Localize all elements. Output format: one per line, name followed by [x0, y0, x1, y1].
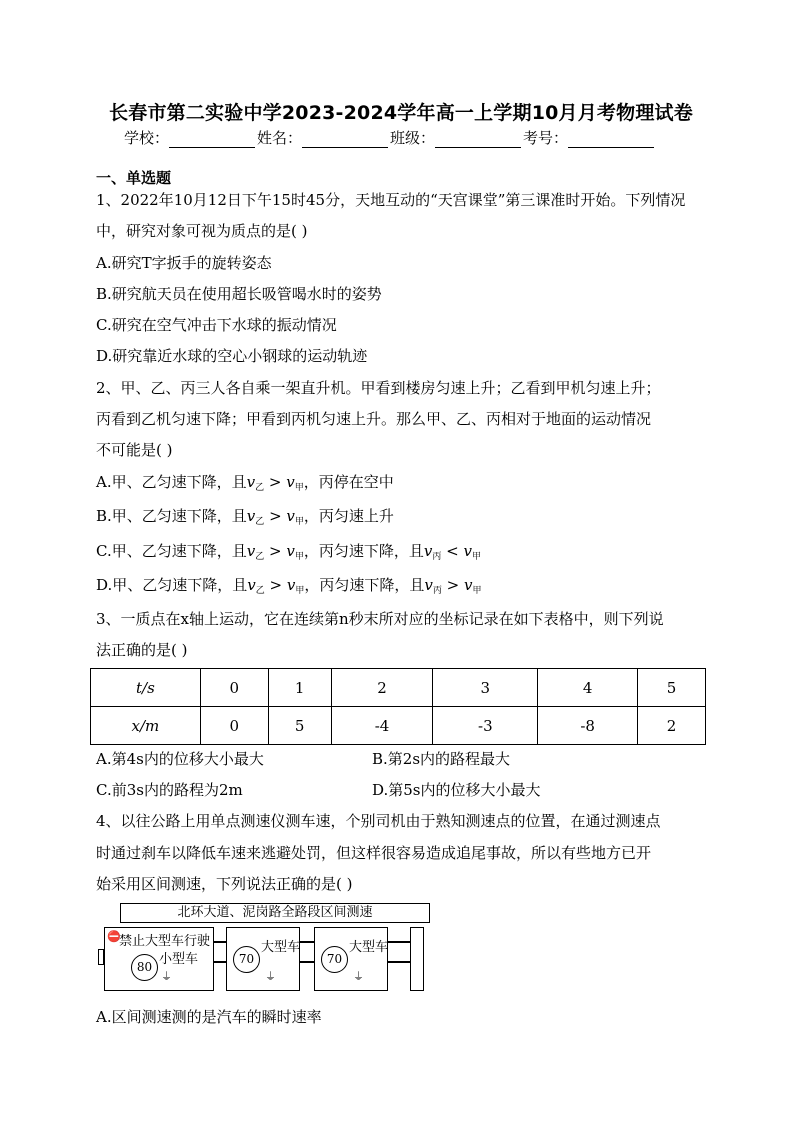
table-row: [91, 707, 706, 745]
number-blank[interactable]: [568, 132, 654, 148]
sign-rail: [300, 961, 314, 963]
table-cell: 2: [331, 669, 433, 707]
v-symbol: v: [464, 576, 473, 594]
school-label: 学校：: [124, 129, 170, 147]
lt-sign: <: [441, 542, 464, 560]
table-cell: 3: [433, 669, 538, 707]
table-cell: 5: [638, 669, 706, 707]
student-info-line: [124, 127, 684, 148]
table-cell: 4: [538, 669, 638, 707]
name-label: 姓名：: [257, 129, 303, 147]
class-blank[interactable]: [435, 132, 521, 148]
q4-stem-line1: 4、以往公路上用单点测速仪测车速，个别司机由于熟知测速点的位置，在通过测速点: [96, 812, 661, 830]
class-label: 班级：: [390, 129, 436, 147]
q2-option-c[interactable]: [96, 540, 481, 562]
q2-c-text2: ，丙匀速下降，且: [303, 542, 424, 560]
gt-sign: >: [264, 507, 287, 525]
table-cell: -8: [538, 707, 638, 745]
q3-option-c[interactable]: C.前3s内的路程为2m: [96, 781, 243, 799]
camera-icon: ⏚: [265, 970, 276, 983]
sub-yi: 乙: [255, 586, 265, 596]
table-cell: 0: [200, 669, 268, 707]
sub-yi: 乙: [255, 483, 265, 493]
sign-rail: [214, 941, 226, 943]
sub-jia: 甲: [294, 483, 304, 493]
q1-option-c[interactable]: C.研究在空气冲击下水球的振动情况: [96, 316, 337, 334]
q2-b-text2: ，丙匀速上升: [303, 507, 394, 525]
q1-option-b[interactable]: B.研究航天员在使用超长吸管喝水时的姿势: [96, 285, 382, 303]
q1-stem-line1: 1、2022年10月12日下午15时45分，天地互动的“天宫课堂”第三课准时开始。下列情况: [96, 191, 686, 209]
sub-jia: 甲: [294, 517, 304, 527]
sub-yi: 乙: [255, 517, 265, 527]
q3-option-d[interactable]: D.第5s内的位移大小最大: [372, 781, 541, 799]
sign-box-3: [314, 927, 388, 991]
q3-stem-line2: 法正确的是( ): [96, 641, 188, 659]
q2-stem-line1: 2、甲、乙、丙三人各自乘一架直升机。甲看到楼房匀速上升；乙看到甲机匀速上升；: [96, 379, 661, 397]
q2-b-text1: B.甲、乙匀速下降，且: [96, 507, 247, 525]
box1-top-label: 禁止大型车行驶: [119, 934, 211, 949]
sign-box-2: [226, 927, 300, 991]
table-cell: 2: [638, 707, 706, 745]
sub-bing: 丙: [432, 586, 442, 596]
sign-rail: [300, 941, 314, 943]
q1-option-a[interactable]: A.研究T字扳手的旋转姿态: [96, 254, 272, 272]
v-symbol: v: [423, 542, 433, 560]
speed-limit-icon: 70: [233, 946, 260, 973]
q3-option-b[interactable]: B.第2s内的路程最大: [372, 750, 511, 768]
sign-post-right: [410, 927, 424, 991]
speed-zone-sign-figure: [98, 903, 430, 995]
v-symbol: v: [286, 507, 295, 525]
speed-limit-icon: 80: [131, 954, 158, 981]
v-symbol: v: [286, 473, 295, 491]
v-symbol: v: [424, 576, 433, 594]
table-cell: -3: [433, 707, 538, 745]
table-header-t: t/s: [91, 669, 201, 707]
v-symbol: v: [463, 542, 472, 560]
sub-jia: 甲: [472, 586, 482, 596]
q4-stem-line2: 时通过刹车以降低车速来逃避处罚，但这样很容易造成追尾事故，所以有些地方已开: [96, 844, 652, 862]
q1-option-d[interactable]: D.研究靠近水球的空心小钢球的运动轨迹: [96, 347, 368, 365]
table-cell: 1: [268, 669, 331, 707]
gt-sign: >: [441, 576, 464, 594]
q2-option-b[interactable]: [96, 505, 394, 527]
name-blank[interactable]: [302, 132, 388, 148]
q2-stem-line2: 丙看到乙机匀速下降；甲看到丙机匀速上升。那么甲、乙、丙相对于地面的运动情况: [96, 410, 652, 428]
q2-c-text1: C.甲、乙匀速下降，且: [96, 542, 247, 560]
v-symbol: v: [286, 542, 295, 560]
q2-d-text2: ，丙匀速下降，且: [304, 576, 425, 594]
speed-limit-icon: 70: [321, 946, 348, 973]
q4-stem-line3: 始采用区间测速，下列说法正确的是( ): [96, 875, 353, 893]
q2-option-d[interactable]: [96, 574, 482, 596]
sub-yi: 乙: [255, 552, 265, 562]
v-symbol: v: [247, 576, 256, 594]
q2-a-text2: ，丙停在空中: [303, 473, 394, 491]
box2-label: 大型车: [261, 940, 301, 955]
v-symbol: v: [246, 507, 256, 525]
table-cell: 0: [200, 707, 268, 745]
number-label: 考号：: [523, 129, 569, 147]
q3-stem-line1: 3、一质点在x轴上运动，它在连续第n秒末所对应的坐标记录在如下表格中，则下列说: [96, 610, 664, 628]
school-blank[interactable]: [169, 132, 255, 148]
q1-stem-line2: 中，研究对象可视为质点的是( ): [96, 222, 308, 240]
table-cell: 5: [268, 707, 331, 745]
sign-rail-bottom: [388, 961, 410, 963]
q2-d-text1: D.甲、乙匀速下降，且: [96, 576, 248, 594]
q2-a-text1: A.甲、乙匀速下降，且: [96, 473, 247, 491]
sign-rail: [214, 961, 226, 963]
q2-stem-line3: 不可能是( ): [96, 441, 173, 459]
table-cell: -4: [331, 707, 433, 745]
sub-jia: 甲: [471, 552, 481, 562]
sub-jia: 甲: [295, 586, 305, 596]
page-title: 长春市第二实验中学2023-2024学年高一上学期10月月考物理试卷: [109, 102, 693, 124]
sign-box-1: [104, 927, 214, 991]
gt-sign: >: [264, 542, 287, 560]
camera-icon: ⏚: [161, 970, 172, 983]
gt-sign: >: [264, 576, 287, 594]
section-heading: 一、单选题: [96, 169, 172, 187]
table-header-x: x/m: [91, 707, 201, 745]
v-symbol: v: [246, 542, 256, 560]
box1-bottom-label: 小型车: [159, 952, 199, 967]
table-row: [91, 669, 706, 707]
v-symbol: v: [246, 473, 256, 491]
box3-label: 大型车: [349, 940, 389, 955]
position-time-table: [90, 668, 706, 745]
gt-sign: >: [264, 473, 287, 491]
no-entry-icon: ⛔: [107, 930, 121, 943]
sub-jia: 甲: [294, 552, 304, 562]
q4-option-a[interactable]: A.区间测速测的是汽车的瞬时速率: [96, 1008, 322, 1026]
v-symbol: v: [286, 576, 296, 594]
q3-option-a[interactable]: A.第4s内的位移大小最大: [96, 750, 264, 768]
camera-icon: ⏚: [353, 970, 364, 983]
sign-rail-top: [388, 941, 410, 943]
q2-option-a[interactable]: [96, 471, 394, 493]
sign-title: 北环大道、泥岗路全路段区间测速: [120, 903, 430, 923]
sub-bing: 丙: [432, 552, 442, 562]
